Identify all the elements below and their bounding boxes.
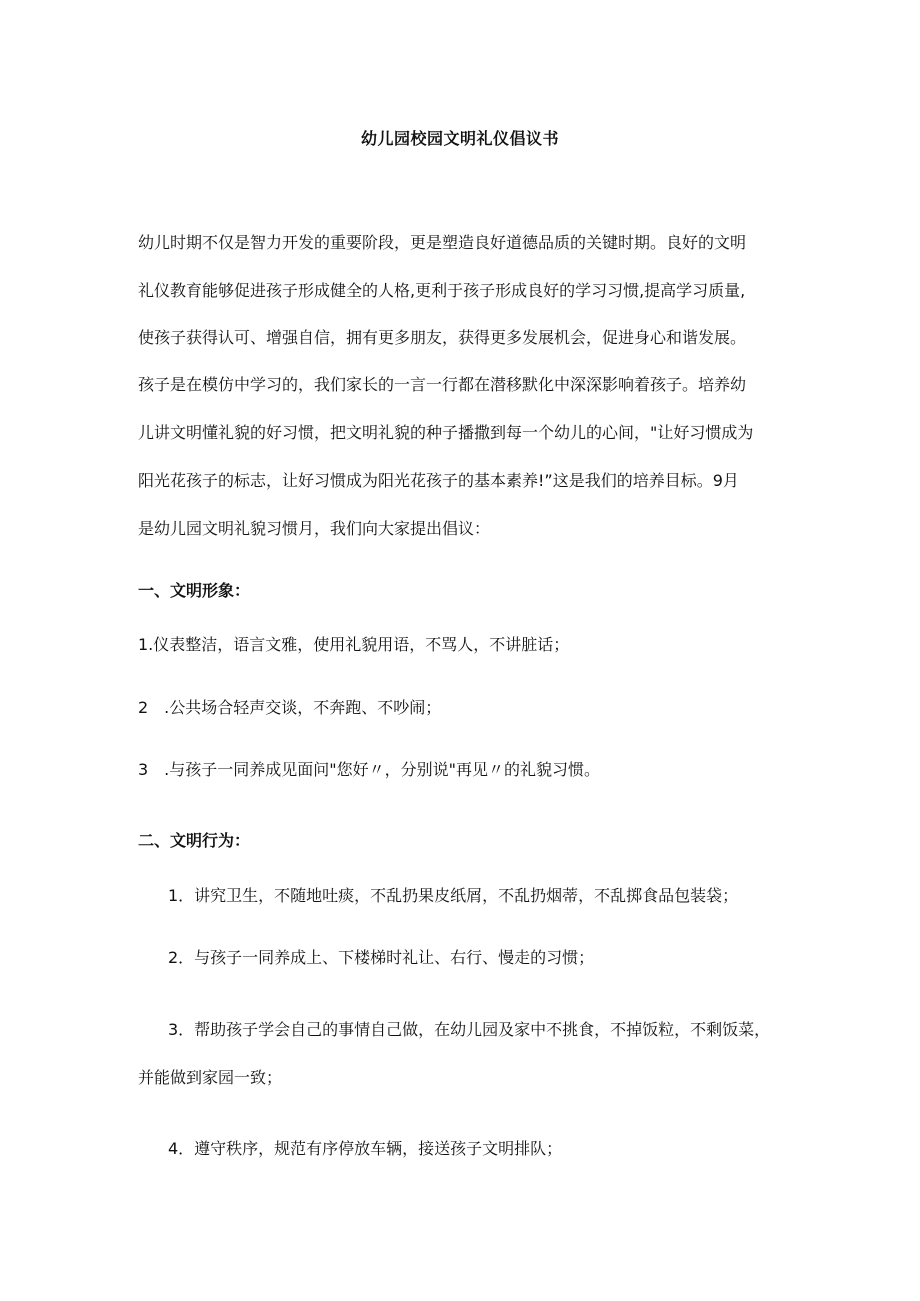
intro-line-1: 幼儿时期不仅是智力开发的重要阶段，更是塑造良好道德品质的关键时期。良好的文明 — [138, 233, 747, 252]
intro-line-4: 孩子是在模仿中学习的，我们家长的一言一行都在潜移默化中深深影响着孩子。培养幼 — [138, 375, 747, 394]
intro-line-5: 儿讲文明懂礼貌的好习惯，把文明礼貌的种子播撒到每一个幼儿的心间，"让好习惯成为 — [138, 423, 754, 442]
document-title: 幼儿园校园文明礼仪倡议书 — [360, 129, 559, 148]
intro-line-6: 阳光花孩子的标志，让好习惯成为阳光花孩子的基本素养!”这是我们的培养目标。9月 — [138, 471, 739, 490]
list-item: 4．遵守秩序，规范有序停放车辆，接送孩子文明排队； — [168, 1139, 563, 1158]
intro-line-2: 礼仪教育能够促进孩子形成健全的人格,更利于孩子形成良好的学习习惯,提高学习质量, — [138, 281, 746, 300]
list-item: 1.仪表整洁，语言文雅，使用礼貌用语，不骂人，不讲脏话； — [138, 635, 570, 654]
intro-line-7: 是幼儿园文明礼貌习惯月，我们向大家提出倡议： — [138, 519, 491, 538]
list-item-continuation: 并能做到家园一致； — [138, 1068, 283, 1087]
list-item: 1．讲究卫生，不随地吐痰，不乱扔果皮纸屑，不乱扔烟蒂，不乱掷食品包装袋； — [168, 886, 739, 905]
list-item: 2 .公共场合轻声交谈，不奔跑、不吵闹； — [138, 698, 442, 717]
list-item: 2．与孩子一同养成上、下楼梯时礼让、右行、慢走的习惯； — [168, 948, 595, 967]
list-item: 3．帮助孩子学会自己的事情自己做，在幼儿园及家中不挑食，不掉饭粒，不剩饭菜， — [168, 1020, 771, 1039]
section-heading-image: 一、文明形象： — [138, 581, 251, 600]
list-item: 3 .与孩子一同养成见面问"您好〃，分别说"再见〃的礼貌习惯。 — [138, 760, 600, 779]
intro-line-3: 使孩子获得认可、增强自信，拥有更多朋友，获得更多发展机会，促进身心和谐发展。 — [138, 328, 747, 347]
section-heading-behavior: 二、文明行为： — [138, 831, 251, 850]
